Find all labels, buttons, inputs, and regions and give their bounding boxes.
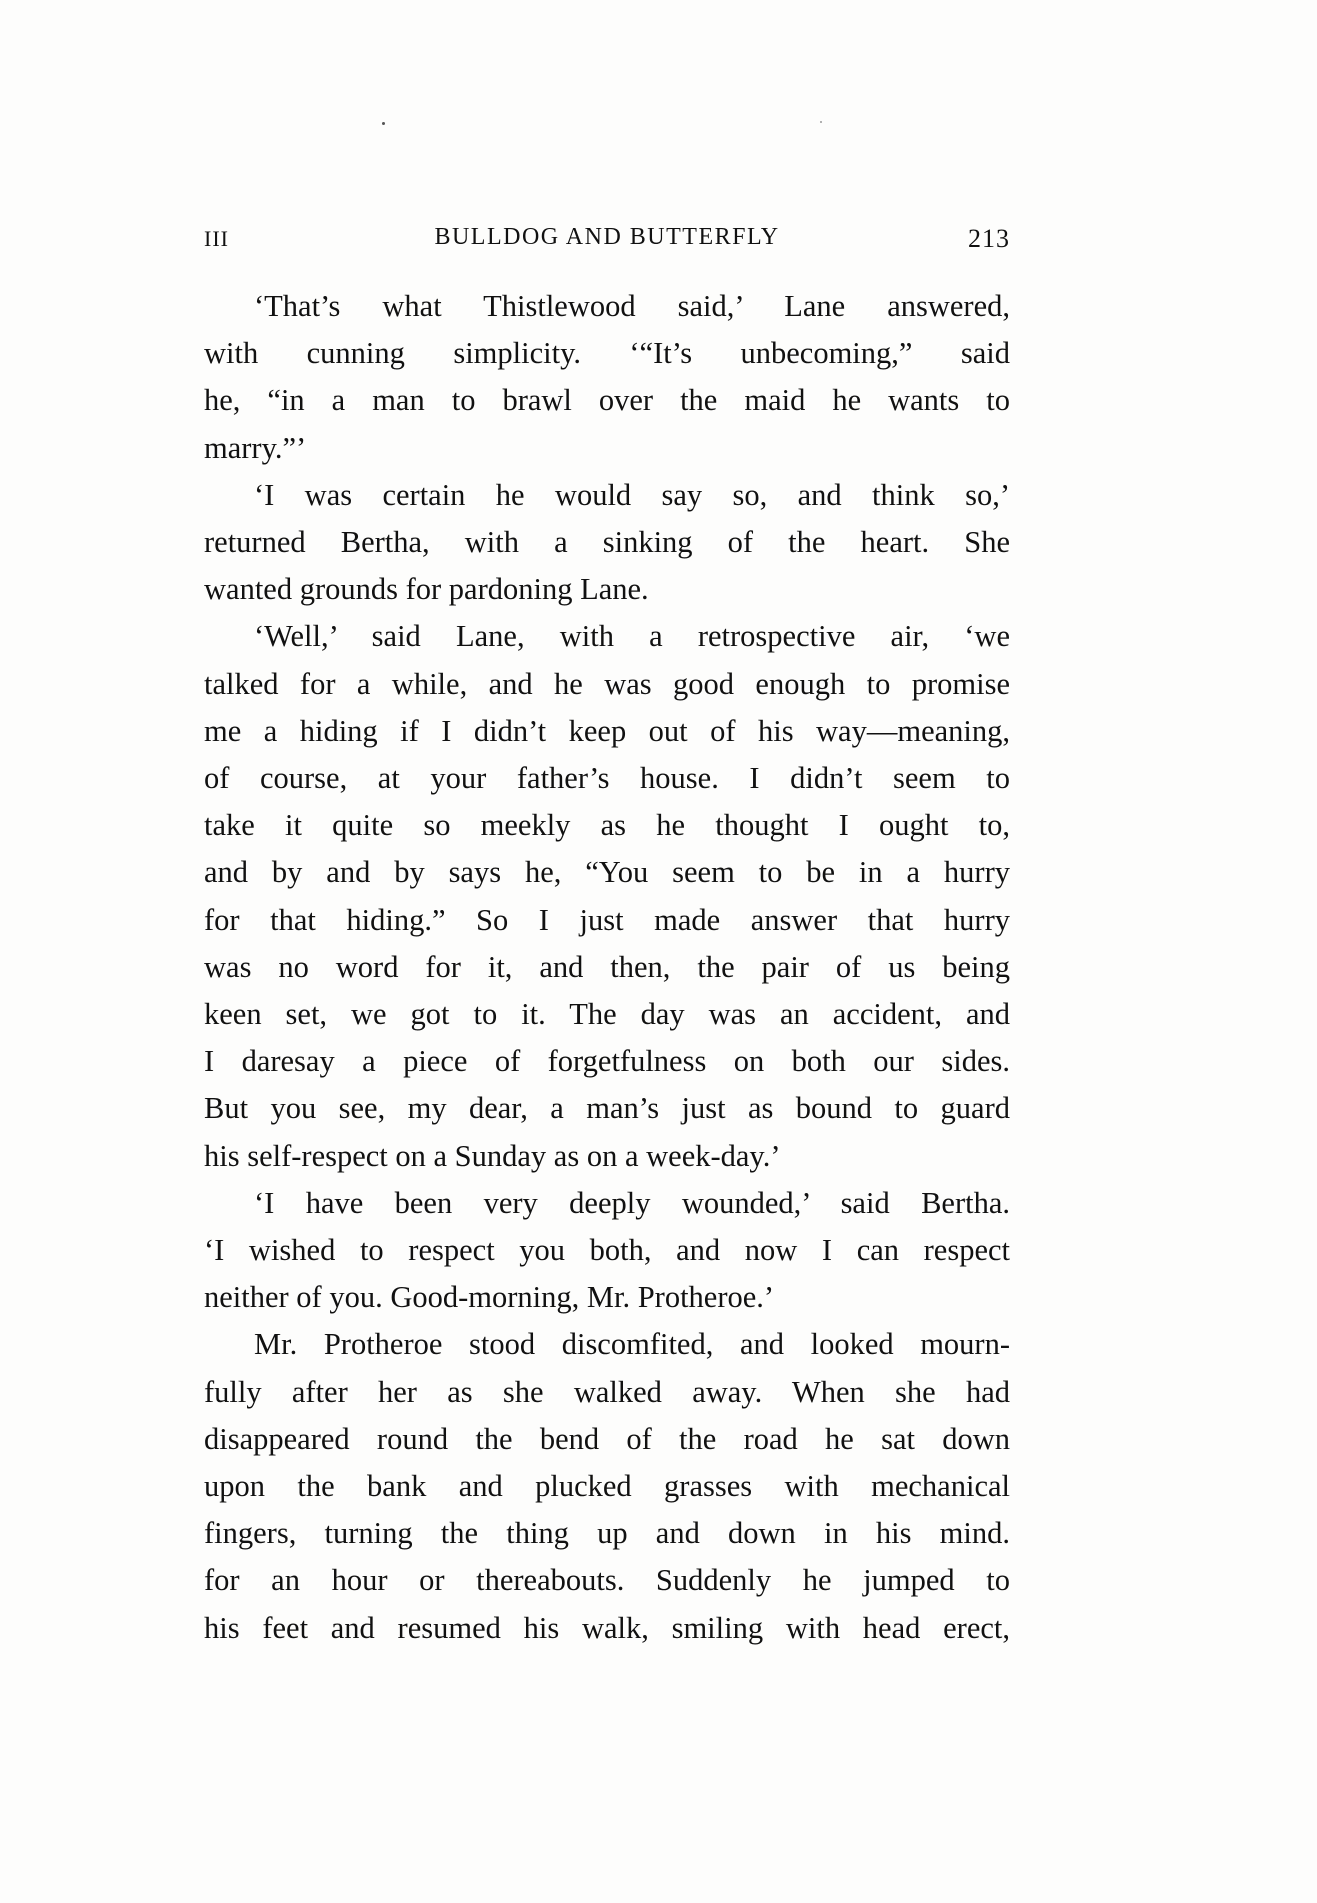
text-line: for an hour or thereabouts. Suddenly he jumped to — [204, 1563, 1010, 1598]
text-line: with cunning simplicity. ‘“It’s unbecoming,” said — [204, 336, 1010, 371]
text-line: upon the bank and plucked grasses with mechanical — [204, 1469, 1010, 1504]
running-title: BULLDOG AND BUTTERFLY — [434, 224, 780, 250]
ink-speck — [820, 121, 822, 123]
paragraph — [204, 1321, 1010, 1651]
ink-speck — [382, 122, 385, 125]
text-line: his self-respect on a Sunday as on a week-day.’ — [204, 1138, 781, 1173]
chapter-number: III — [204, 226, 229, 251]
body-text — [204, 283, 1010, 1652]
text-line: was no word for it, and then, the pair of us being — [204, 949, 1010, 984]
text-line: marry.”’ — [204, 430, 307, 465]
text-line: his feet and resumed his walk, smiling with head erect, — [204, 1610, 1010, 1645]
text-line: disappeared round the bend of the road he sat down — [204, 1421, 1010, 1456]
text-line: fingers, turning the thing up and down in his mind. — [204, 1516, 1010, 1551]
text-line: for that hiding.” So I just made answer that hurry — [204, 902, 1010, 937]
text-line: I daresay a piece of forgetfulness on both our sides. — [204, 1044, 1010, 1079]
text-line: ‘Well,’ said Lane, with a retrospective air, ‘we — [254, 619, 1010, 654]
text-line: and by and by says he, “You seem to be in a hurry — [204, 855, 1010, 890]
text-line: ‘I wished to respect you both, and now I can respect — [204, 1233, 1010, 1268]
paragraph — [204, 1180, 1010, 1322]
text-line: keen set, we got to it. The day was an accident, and — [204, 997, 1010, 1032]
text-line: me a hiding if I didn’t keep out of his way—meaning, — [204, 713, 1010, 748]
text-line: he, “in a man to brawl over the maid he wants to — [204, 383, 1010, 418]
text-line: talked for a while, and he was good enough to promise — [204, 666, 1010, 701]
text-line: But you see, my dear, a man’s just as bound to guard — [204, 1091, 1010, 1126]
text-line: wanted grounds for pardoning Lane. — [204, 572, 649, 607]
text-line: ‘That’s what Thistlewood said,’ Lane answered, — [254, 289, 1010, 323]
text-line: ‘I was certain he would say so, and think so,’ — [254, 477, 1010, 512]
text-line: take it quite so meekly as he thought I ought to, — [204, 808, 1010, 843]
text-line: neither of you. Good-morning, Mr. Protheroe.’ — [204, 1280, 775, 1315]
text-line: Mr. Protheroe stood discomfited, and looked mourn- — [254, 1327, 1010, 1362]
paragraph — [204, 283, 1010, 472]
running-header — [204, 222, 1010, 262]
page-number: 213 — [968, 224, 1010, 253]
paragraph — [204, 472, 1010, 614]
text-line: of course, at your father’s house. I didn’t seem to — [204, 761, 1010, 796]
text-line: returned Bertha, with a sinking of the heart. She — [204, 525, 1010, 560]
text-line: fully after her as she walked away. When she had — [204, 1374, 1010, 1409]
paragraph — [204, 613, 1010, 1179]
text-line: ‘I have been very deeply wounded,’ said Bertha. — [254, 1185, 1010, 1220]
